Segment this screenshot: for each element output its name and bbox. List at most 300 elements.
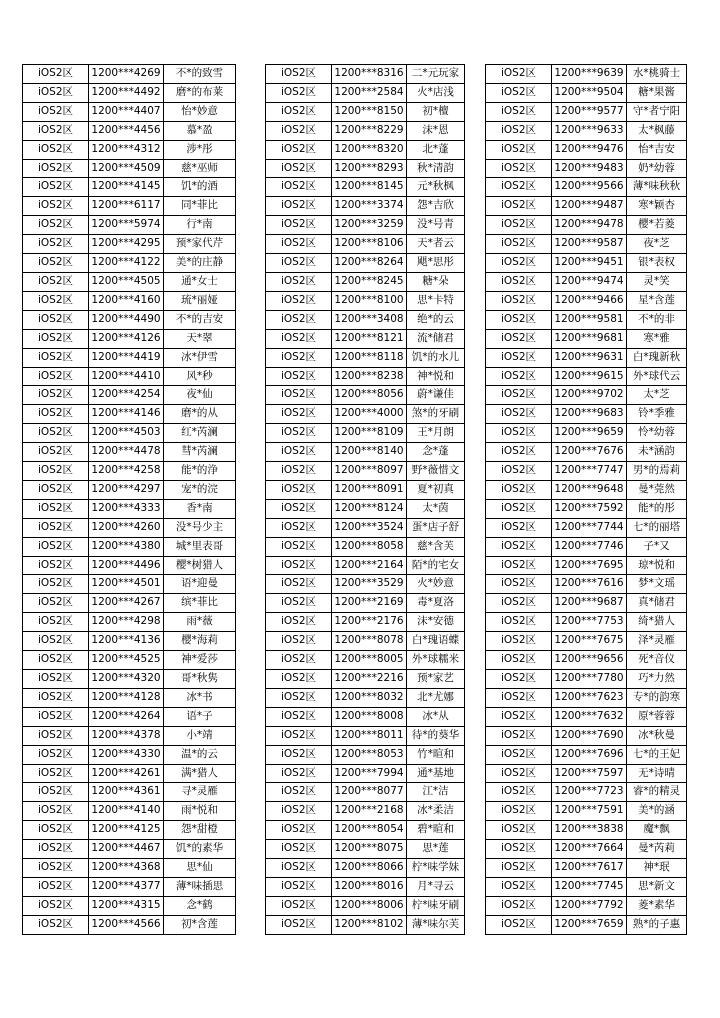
table-row: [486, 575, 687, 594]
user-id-cell: 1200***8077: [332, 783, 407, 802]
user-id-cell: 1200***4378: [89, 726, 164, 745]
nickname-cell: 太*茵: [407, 499, 465, 518]
user-id-cell: 1200***8102: [332, 915, 407, 934]
nickname-cell: 白*瑰语蝶: [407, 632, 465, 651]
server-cell: iOS2区: [266, 632, 332, 651]
nickname-cell: 思*莲: [407, 840, 465, 859]
table-row: [23, 480, 236, 499]
table-row: [23, 499, 236, 518]
user-id-cell: 1200***4380: [89, 537, 164, 556]
user-id-cell: 1200***9702: [552, 386, 627, 405]
nickname-cell: 蔚*谦佳: [407, 386, 465, 405]
nickname-cell: 薄*味秋秋: [627, 178, 687, 197]
user-id-cell: 1200***8124: [332, 499, 407, 518]
server-cell: iOS2区: [23, 386, 89, 405]
table-row: [266, 272, 465, 291]
server-cell: iOS2区: [486, 462, 552, 481]
table-row: [266, 480, 465, 499]
user-id-cell: 1200***4297: [89, 480, 164, 499]
user-id-cell: 1200***4145: [89, 178, 164, 197]
server-cell: iOS2区: [266, 764, 332, 783]
server-cell: iOS2区: [486, 499, 552, 518]
table-row: [486, 537, 687, 556]
table-row: [23, 367, 236, 386]
user-id-cell: 1200***8100: [332, 291, 407, 310]
server-cell: iOS2区: [23, 197, 89, 216]
table-row: [23, 745, 236, 764]
table-row: [486, 310, 687, 329]
nickname-cell: 外*球糯米: [407, 651, 465, 670]
nickname-cell: 不*的致雪: [164, 65, 236, 84]
server-cell: iOS2区: [486, 140, 552, 159]
nickname-cell: 北*蓬: [407, 140, 465, 159]
server-cell: iOS2区: [486, 310, 552, 329]
table-body: [486, 65, 687, 935]
nickname-cell: 磨*的从: [164, 405, 236, 424]
user-id-cell: 1200***7690: [552, 726, 627, 745]
table-row: [266, 499, 465, 518]
table-row: [23, 405, 236, 424]
user-id-cell: 1200***3524: [332, 518, 407, 537]
user-id-cell: 1200***8109: [332, 424, 407, 443]
user-id-cell: 1200***7744: [552, 518, 627, 537]
nickname-cell: 曼*芮莉: [627, 840, 687, 859]
nickname-cell: 思*新文: [627, 877, 687, 896]
user-id-cell: 1200***7659: [552, 915, 627, 934]
nickname-cell: 未*涵韵: [627, 443, 687, 462]
user-id-cell: 1200***4496: [89, 556, 164, 575]
table-row: [23, 726, 236, 745]
server-cell: iOS2区: [266, 688, 332, 707]
nickname-cell: 冰*书: [164, 688, 236, 707]
server-cell: iOS2区: [23, 726, 89, 745]
server-cell: iOS2区: [486, 367, 552, 386]
server-cell: iOS2区: [266, 537, 332, 556]
nickname-cell: 火*妙意: [407, 575, 465, 594]
nickname-cell: 天*者云: [407, 235, 465, 254]
user-id-cell: 1200***8245: [332, 272, 407, 291]
user-id-cell: 1200***7623: [552, 688, 627, 707]
server-cell: iOS2区: [23, 480, 89, 499]
table-row: [23, 291, 236, 310]
nickname-cell: 怜*幼蓉: [627, 424, 687, 443]
server-cell: iOS2区: [23, 254, 89, 273]
table-row: [23, 329, 236, 348]
table-row: [266, 575, 465, 594]
nickname-cell: 樱*若菱: [627, 216, 687, 235]
server-cell: iOS2区: [486, 896, 552, 915]
nickname-cell: 怡*妙意: [164, 102, 236, 121]
nickname-cell: 冰*伊雪: [164, 348, 236, 367]
user-id-cell: 1200***4566: [89, 915, 164, 934]
user-id-cell: 1200***8078: [332, 632, 407, 651]
server-cell: iOS2区: [486, 197, 552, 216]
server-cell: iOS2区: [266, 499, 332, 518]
server-cell: iOS2区: [486, 272, 552, 291]
winner-table-right: [485, 64, 687, 935]
table-row: [486, 896, 687, 915]
nickname-cell: 雨*悦和: [164, 802, 236, 821]
server-cell: iOS2区: [266, 235, 332, 254]
server-cell: iOS2区: [486, 235, 552, 254]
nickname-cell: 雨*薇: [164, 613, 236, 632]
nickname-cell: 琉*丽娅: [164, 291, 236, 310]
server-cell: iOS2区: [266, 254, 332, 273]
table-row: [266, 707, 465, 726]
table-row: [266, 291, 465, 310]
table-row: [23, 877, 236, 896]
user-id-cell: 1200***4269: [89, 65, 164, 84]
user-id-cell: 1200***7695: [552, 556, 627, 575]
nickname-cell: 不*的非: [627, 310, 687, 329]
user-id-cell: 1200***4140: [89, 802, 164, 821]
table-row: [486, 235, 687, 254]
nickname-cell: 樱*树猎人: [164, 556, 236, 575]
user-id-cell: 1200***8056: [332, 386, 407, 405]
server-cell: iOS2区: [266, 405, 332, 424]
server-cell: iOS2区: [486, 764, 552, 783]
server-cell: iOS2区: [486, 102, 552, 121]
table-row: [23, 254, 236, 273]
user-id-cell: 1200***7746: [552, 537, 627, 556]
user-id-cell: 1200***4490: [89, 310, 164, 329]
user-id-cell: 1200***3838: [552, 821, 627, 840]
nickname-cell: 秋*清韵: [407, 159, 465, 178]
table-row: [266, 613, 465, 632]
server-cell: iOS2区: [486, 159, 552, 178]
nickname-cell: 北*尤娜: [407, 688, 465, 707]
nickname-cell: 男*的焉莉: [627, 462, 687, 481]
nickname-cell: 念*鹤: [164, 896, 236, 915]
server-cell: iOS2区: [486, 348, 552, 367]
table-row: [486, 159, 687, 178]
table-row: [486, 632, 687, 651]
table-row: [486, 140, 687, 159]
user-id-cell: 1200***4525: [89, 651, 164, 670]
nickname-cell: 预*家艺: [407, 670, 465, 689]
nickname-cell: 竹*暄和: [407, 745, 465, 764]
user-id-cell: 1200***4315: [89, 896, 164, 915]
server-cell: iOS2区: [266, 443, 332, 462]
table-row: [486, 65, 687, 84]
user-id-cell: 1200***9687: [552, 594, 627, 613]
user-id-cell: 1200***8058: [332, 537, 407, 556]
server-cell: iOS2区: [486, 915, 552, 934]
nickname-cell: 毒*夏洛: [407, 594, 465, 613]
table-row: [266, 688, 465, 707]
server-cell: iOS2区: [486, 216, 552, 235]
user-id-cell: 1200***8053: [332, 745, 407, 764]
nickname-cell: 飓*思彤: [407, 254, 465, 273]
table-row: [23, 859, 236, 878]
user-id-cell: 1200***4267: [89, 594, 164, 613]
user-id-cell: 1200***8229: [332, 121, 407, 140]
user-id-cell: 1200***2176: [332, 613, 407, 632]
user-id-cell: 1200***9474: [552, 272, 627, 291]
nickname-cell: 思*仙: [164, 859, 236, 878]
nickname-cell: 梦*文瑶: [627, 575, 687, 594]
table-row: [266, 367, 465, 386]
user-id-cell: 1200***8016: [332, 877, 407, 896]
server-cell: iOS2区: [23, 915, 89, 934]
nickname-cell: 神*爱莎: [164, 651, 236, 670]
table-row: [266, 651, 465, 670]
table-row: [266, 102, 465, 121]
table-row: [23, 424, 236, 443]
server-cell: iOS2区: [23, 877, 89, 896]
table-row: [266, 216, 465, 235]
user-id-cell: 1200***3529: [332, 575, 407, 594]
server-cell: iOS2区: [23, 272, 89, 291]
table-row: [23, 83, 236, 102]
server-cell: iOS2区: [23, 783, 89, 802]
nickname-cell: 无*诗晴: [627, 764, 687, 783]
table-row: [266, 329, 465, 348]
table-row: [486, 670, 687, 689]
nickname-cell: 二*元玩家: [407, 65, 465, 84]
user-id-cell: 1200***4505: [89, 272, 164, 291]
user-id-cell: 1200***8075: [332, 840, 407, 859]
server-cell: iOS2区: [266, 121, 332, 140]
table-row: [486, 499, 687, 518]
user-id-cell: 1200***4501: [89, 575, 164, 594]
server-cell: iOS2区: [23, 235, 89, 254]
table-row: [486, 764, 687, 783]
nickname-cell: 蛋*店子舒: [407, 518, 465, 537]
nickname-cell: 初*含莲: [164, 915, 236, 934]
user-id-cell: 1200***9659: [552, 424, 627, 443]
table-row: [266, 140, 465, 159]
nickname-cell: 琼*悦和: [627, 556, 687, 575]
nickname-cell: 饥*的素华: [164, 840, 236, 859]
nickname-cell: 念*蓬: [407, 443, 465, 462]
table-row: [23, 386, 236, 405]
table-row: [23, 272, 236, 291]
nickname-cell: 寒*颖杏: [627, 197, 687, 216]
table-row: [486, 348, 687, 367]
nickname-cell: 红*芮澜: [164, 424, 236, 443]
nickname-cell: 夜*仙: [164, 386, 236, 405]
server-cell: iOS2区: [23, 764, 89, 783]
nickname-cell: 原*蓉蓉: [627, 707, 687, 726]
nickname-cell: 铃*季雅: [627, 405, 687, 424]
server-cell: iOS2区: [23, 291, 89, 310]
table-row: [266, 121, 465, 140]
user-id-cell: 1200***4295: [89, 235, 164, 254]
server-cell: iOS2区: [23, 65, 89, 84]
user-id-cell: 1200***8150: [332, 102, 407, 121]
nickname-cell: 温*的云: [164, 745, 236, 764]
server-cell: iOS2区: [266, 877, 332, 896]
table-row: [23, 575, 236, 594]
server-cell: iOS2区: [266, 613, 332, 632]
table-row: [23, 915, 236, 934]
table-row: [266, 840, 465, 859]
user-id-cell: 1200***8005: [332, 651, 407, 670]
nickname-cell: 怨*甜橙: [164, 821, 236, 840]
server-cell: iOS2区: [486, 632, 552, 651]
table-row: [23, 651, 236, 670]
nickname-cell: 饥*的酒: [164, 178, 236, 197]
table-row: [486, 556, 687, 575]
table-row: [486, 178, 687, 197]
server-cell: iOS2区: [23, 121, 89, 140]
table-row: [23, 632, 236, 651]
user-id-cell: 1200***4125: [89, 821, 164, 840]
nickname-cell: 不*的吉安: [164, 310, 236, 329]
user-id-cell: 1200***4160: [89, 291, 164, 310]
table-row: [266, 254, 465, 273]
nickname-cell: 糖*果酱: [627, 83, 687, 102]
user-id-cell: 1200***9615: [552, 367, 627, 386]
table-row: [486, 102, 687, 121]
table-row: [486, 651, 687, 670]
user-id-cell: 1200***4136: [89, 632, 164, 651]
server-cell: iOS2区: [23, 348, 89, 367]
server-cell: iOS2区: [486, 726, 552, 745]
user-id-cell: 1200***8121: [332, 329, 407, 348]
server-cell: iOS2区: [266, 707, 332, 726]
user-id-cell: 1200***8293: [332, 159, 407, 178]
user-id-cell: 1200***7675: [552, 632, 627, 651]
user-id-cell: 1200***9648: [552, 480, 627, 499]
server-cell: iOS2区: [486, 537, 552, 556]
table-row: [266, 745, 465, 764]
table-row: [23, 802, 236, 821]
nickname-cell: 樱*海莉: [164, 632, 236, 651]
server-cell: iOS2区: [266, 783, 332, 802]
user-id-cell: 1200***9656: [552, 651, 627, 670]
user-id-cell: 1200***4503: [89, 424, 164, 443]
nickname-cell: 薄*味尔芙: [407, 915, 465, 934]
nickname-cell: 魔*飘: [627, 821, 687, 840]
nickname-cell: 神*悦和: [407, 367, 465, 386]
user-id-cell: 1200***8066: [332, 859, 407, 878]
user-id-cell: 1200***2216: [332, 670, 407, 689]
nickname-cell: 菱*素华: [627, 896, 687, 915]
server-cell: iOS2区: [486, 821, 552, 840]
table-row: [486, 821, 687, 840]
nickname-cell: 小*靖: [164, 726, 236, 745]
server-cell: iOS2区: [23, 159, 89, 178]
nickname-cell: 火*店浅: [407, 83, 465, 102]
user-id-cell: 1200***2164: [332, 556, 407, 575]
server-cell: iOS2区: [486, 707, 552, 726]
table-row: [23, 670, 236, 689]
nickname-cell: 真*储君: [627, 594, 687, 613]
nickname-cell: 睿*的精灵: [627, 783, 687, 802]
user-id-cell: 1200***3408: [332, 310, 407, 329]
server-cell: iOS2区: [486, 670, 552, 689]
nickname-cell: 煞*的牙刷: [407, 405, 465, 424]
user-id-cell: 1200***5974: [89, 216, 164, 235]
table-row: [23, 613, 236, 632]
table-row: [486, 329, 687, 348]
user-id-cell: 1200***4320: [89, 670, 164, 689]
server-cell: iOS2区: [23, 651, 89, 670]
user-id-cell: 1200***9451: [552, 254, 627, 273]
server-cell: iOS2区: [486, 688, 552, 707]
server-cell: iOS2区: [23, 499, 89, 518]
table-row: [266, 726, 465, 745]
nickname-cell: 夏*初真: [407, 480, 465, 499]
table-row: [266, 443, 465, 462]
nickname-cell: 寒*雅: [627, 329, 687, 348]
table-row: [266, 896, 465, 915]
user-id-cell: 1200***4000: [332, 405, 407, 424]
user-id-cell: 1200***9577: [552, 102, 627, 121]
table-row: [23, 235, 236, 254]
nickname-cell: 同*菲比: [164, 197, 236, 216]
server-cell: iOS2区: [23, 745, 89, 764]
user-id-cell: 1200***4467: [89, 840, 164, 859]
table-row: [486, 726, 687, 745]
user-id-cell: 1200***7664: [552, 840, 627, 859]
server-cell: iOS2区: [23, 707, 89, 726]
nickname-cell: 天*翠: [164, 329, 236, 348]
server-cell: iOS2区: [266, 159, 332, 178]
server-cell: iOS2区: [486, 329, 552, 348]
table-body: [23, 65, 236, 935]
user-id-cell: 1200***3259: [332, 216, 407, 235]
user-id-cell: 1200***7676: [552, 443, 627, 462]
server-cell: iOS2区: [23, 896, 89, 915]
nickname-cell: 星*含莲: [627, 291, 687, 310]
user-id-cell: 1200***8106: [332, 235, 407, 254]
server-cell: iOS2区: [266, 272, 332, 291]
server-cell: iOS2区: [266, 216, 332, 235]
server-cell: iOS2区: [23, 537, 89, 556]
table-body: [266, 65, 465, 935]
user-id-cell: 1200***9633: [552, 121, 627, 140]
table-row: [23, 310, 236, 329]
user-id-cell: 1200***4258: [89, 462, 164, 481]
nickname-cell: 哥*秋隽: [164, 670, 236, 689]
server-cell: iOS2区: [266, 670, 332, 689]
user-id-cell: 1200***4492: [89, 83, 164, 102]
table-row: [266, 556, 465, 575]
server-cell: iOS2区: [266, 575, 332, 594]
user-id-cell: 1200***7616: [552, 575, 627, 594]
user-id-cell: 1200***7792: [552, 896, 627, 915]
user-id-cell: 1200***4264: [89, 707, 164, 726]
table-row: [486, 291, 687, 310]
nickname-cell: 绝*的云: [407, 310, 465, 329]
server-cell: iOS2区: [23, 462, 89, 481]
user-id-cell: 1200***8238: [332, 367, 407, 386]
table-row: [266, 915, 465, 934]
table-row: [23, 65, 236, 84]
server-cell: iOS2区: [486, 424, 552, 443]
nickname-cell: 太*枫藤: [627, 121, 687, 140]
table-row: [486, 254, 687, 273]
server-cell: iOS2区: [23, 216, 89, 235]
server-cell: iOS2区: [486, 405, 552, 424]
nickname-cell: 慕*盈: [164, 121, 236, 140]
user-id-cell: 1200***8097: [332, 462, 407, 481]
server-cell: iOS2区: [266, 197, 332, 216]
table-row: [23, 443, 236, 462]
user-id-cell: 1200***9581: [552, 310, 627, 329]
table-row: [266, 859, 465, 878]
user-id-cell: 1200***7747: [552, 462, 627, 481]
table-row: [23, 688, 236, 707]
server-cell: iOS2区: [486, 613, 552, 632]
server-cell: iOS2区: [486, 121, 552, 140]
user-id-cell: 1200***7994: [332, 764, 407, 783]
winner-table-left: [22, 64, 236, 935]
server-cell: iOS2区: [486, 859, 552, 878]
